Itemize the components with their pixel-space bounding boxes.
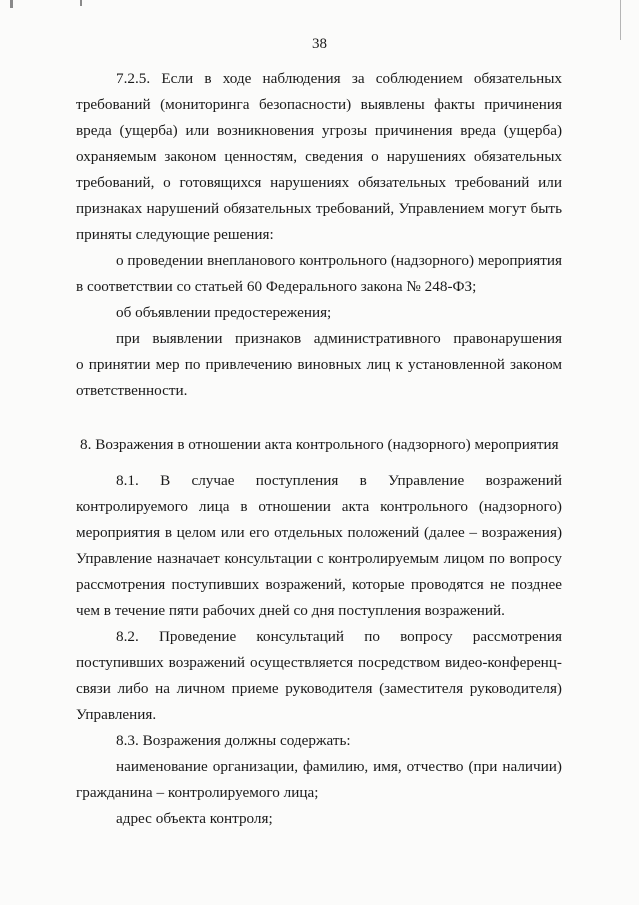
para-8-2-line-3: связи либо на личном приеме руководителя (заместителя руководителя) (76, 680, 562, 697)
para-8-1-line-6: чем в течение пяти рабочих дней со дня поступления возражений. (76, 602, 505, 619)
para-8-1-line-4: Управление назначает консультации с контролируемым лицом по вопросу (76, 550, 562, 567)
para-7-2-5-line-5: требований, о готовящихся нарушениях обязательных требований или (76, 174, 562, 191)
section-7-block (76, 66, 562, 404)
para-7-2-5-line-3: вреда (ущерба) или возникновения угрозы причинения вреда (ущерба) (76, 122, 562, 139)
para-8-2-line-4: Управления. (76, 706, 157, 723)
decision-admin-line-1: при выявлении признаков административного правонарушения (116, 330, 562, 347)
para-8-1-line-5: рассмотрения поступивших возражений, которые проводятся не позднее (76, 576, 562, 593)
para-8-2-line-1: 8.2. Проведение консультаций по вопросу рассмотрения (116, 628, 562, 645)
para-8-3: 8.3. Возражения должны содержать: (116, 732, 351, 749)
requirement-address: адрес объекта контроля; (116, 810, 273, 827)
para-7-2-5-line-2: требований (мониторинга безопасности) выявлены факты причинения (76, 96, 562, 113)
scan-mark-top-left (10, 0, 13, 8)
para-8-1-line-1: 8.1. В случае поступления в Управление возражений (116, 472, 562, 489)
decision-admin-line-3: ответственности. (76, 382, 188, 399)
decision-unscheduled-line-1: о проведении внепланового контрольного (надзорного) мероприятия (116, 252, 562, 269)
para-8-1-line-3: мероприятия в целом или его отдельных положений (далее – возражения) (76, 524, 562, 541)
para-7-2-5-line-1: 7.2.5. Если в ходе наблюдения за соблюдением обязательных (116, 70, 562, 87)
para-7-2-5-line-4: охраняемым законом ценностям, сведения о нарушениях обязательных (76, 148, 562, 165)
para-7-2-5-line-7: приняты следующие решения: (76, 226, 274, 243)
requirement-name-line-2: гражданина – контролируемого лица; (76, 784, 319, 801)
decision-admin-line-2: о принятии мер по привлечению виновных лиц к установленной законом (76, 356, 562, 373)
scan-mark-top (80, 0, 82, 6)
section-8-block (76, 468, 562, 832)
page-number: 38 (312, 36, 327, 52)
para-7-2-5-line-6: признаках нарушений обязательных требований, Управлением могут быть (76, 200, 562, 217)
section-8-heading: 8. Возражения в отношении акта контрольного (надзорного) мероприятия (80, 436, 559, 453)
decision-warning: об объявлении предостережения; (116, 304, 332, 321)
scan-mark-right (620, 0, 621, 40)
para-8-2-line-2: поступивших возражений осуществляется посредством видео-конференц- (76, 654, 562, 671)
requirement-name-line-1: наименование организации, фамилию, имя, отчество (при наличии) (116, 758, 562, 775)
para-8-1-line-2: контролируемого лица в отношении акта контрольного (надзорного) (76, 498, 562, 515)
decision-unscheduled-line-2: в соответствии со статьей 60 Федерального закона № 248-ФЗ; (76, 278, 477, 295)
